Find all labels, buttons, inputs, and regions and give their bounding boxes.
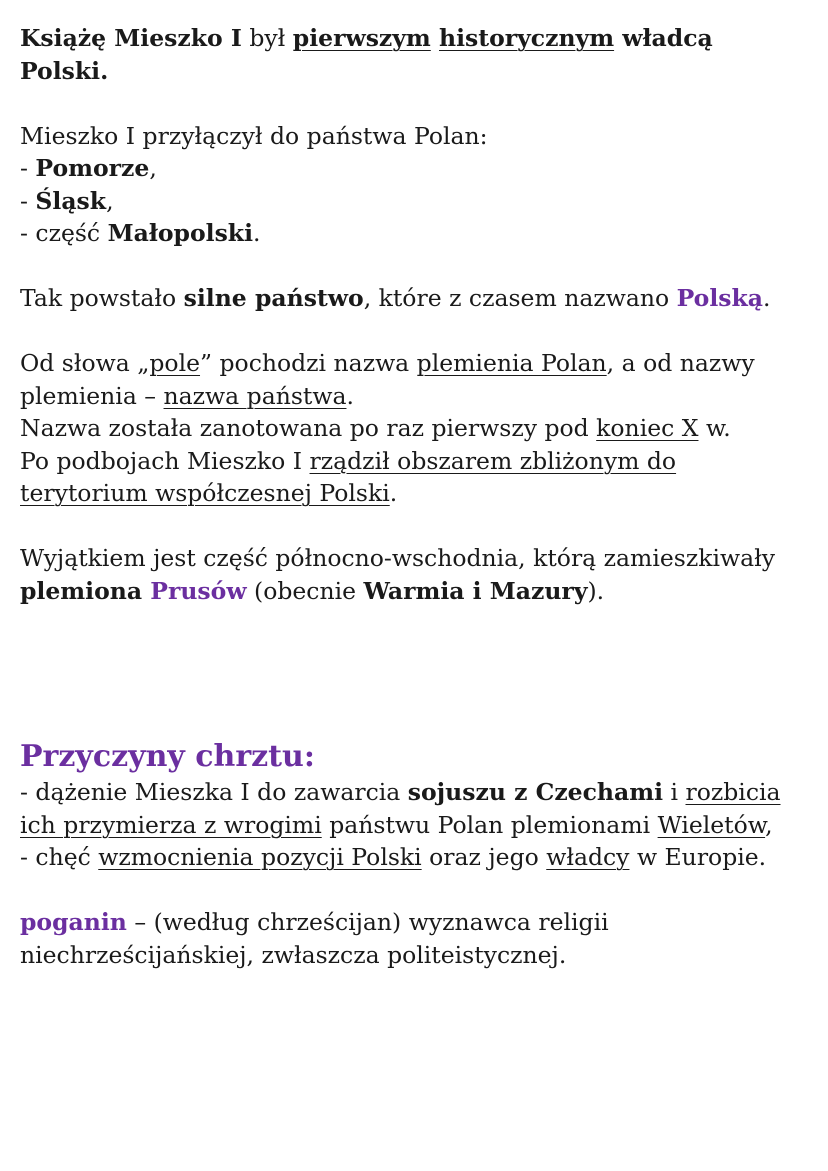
text: ” pochodzi nazwa (200, 349, 417, 377)
highlight-text: Prusów (150, 576, 247, 605)
list-item-slask (20, 185, 808, 218)
underlined-text: Wieletów (657, 810, 766, 839)
underlined-text: wzmocnienia pozycji Polski (98, 843, 422, 871)
text: , (765, 810, 773, 839)
text: część (35, 219, 108, 247)
underlined-text: nazwa państwa (163, 381, 347, 410)
strong-state-paragraph (20, 282, 808, 315)
bold-text: sojuszu z Czechami (407, 778, 664, 806)
text: Po podbojach Mieszko I (20, 446, 310, 475)
text: oraz jego (421, 843, 547, 871)
definition-text: – (według chrześcijan) wyznawca religii niechrześcijańskiej, zwłaszcza politeistycznej. (20, 908, 609, 969)
text: (obecnie (246, 576, 364, 605)
text: , które z czasem nazwano (363, 284, 677, 312)
bold-text: silne państwo (183, 284, 364, 312)
text: Tak powstało (20, 284, 184, 312)
space (431, 24, 439, 52)
text: . (763, 284, 771, 312)
bold-text: władcą Polski. (20, 24, 713, 85)
bold-text: Pomorze (35, 154, 150, 182)
bold-text: Książę Mieszko I (20, 24, 242, 52)
text: i (663, 778, 686, 806)
definition-paragraph (20, 906, 808, 971)
annexation-intro: Mieszko I przyłączył do państwa Polan: (20, 121, 488, 150)
dash: - (20, 219, 36, 247)
text: był (241, 24, 293, 52)
text: , a od nazwy plemienia – (20, 349, 755, 410)
text: ). (587, 576, 605, 605)
exception-paragraph (20, 542, 808, 607)
text: Od słowa „ (20, 349, 150, 377)
territory-paragraph (20, 445, 808, 510)
text: w Europie. (629, 843, 767, 871)
bold-text: plemiona (20, 576, 143, 605)
bold-text: Śląsk (35, 186, 107, 215)
dash: - (20, 154, 36, 182)
underlined-bold-text: pierwszym (292, 24, 431, 52)
list-item-malopolska (20, 217, 808, 250)
definition-term: poganin (20, 908, 127, 936)
text: - dążenie Mieszka I do zawarcia (20, 778, 408, 806)
underlined-text: władcy (546, 843, 630, 871)
list-item-pomorze (20, 152, 808, 185)
period: . (253, 219, 261, 247)
text: w. (698, 414, 731, 442)
bold-text: Warmia i Mazury (363, 576, 588, 605)
underlined-text: koniec X (596, 414, 699, 442)
intro-paragraph (20, 22, 808, 87)
comma: , (106, 186, 114, 215)
highlight-text: Polską (676, 284, 763, 312)
reason-item-position (20, 841, 808, 874)
section-heading: Przyczyny chrztu: (20, 739, 315, 774)
text: . (389, 479, 398, 507)
underlined-text: rządził obszarem zbliżonym do terytorium współczesnej Polski (20, 446, 677, 507)
text: - chęć (20, 843, 99, 871)
text: Wyjątkiem jest część północno-wschodnia, którą zamieszkiwały (20, 544, 775, 572)
underlined-text: rozbicia ich przymierza z wrogimi (20, 778, 781, 839)
text: Nazwa została zanotowana po raz pierwszy pod (20, 414, 597, 442)
reason-item-alliance (20, 776, 808, 841)
first-record-paragraph (20, 412, 808, 445)
text: . (346, 381, 354, 410)
text: państwu Polan plemionami (321, 810, 658, 839)
underlined-bold-text: historycznym (439, 24, 615, 52)
bold-text: Małopolski (107, 219, 254, 247)
underlined-text: plemienia Polan (416, 349, 607, 377)
underlined-text: pole (149, 349, 201, 377)
dash: - (20, 186, 36, 215)
comma: , (149, 154, 157, 182)
name-origin-paragraph (20, 347, 808, 412)
